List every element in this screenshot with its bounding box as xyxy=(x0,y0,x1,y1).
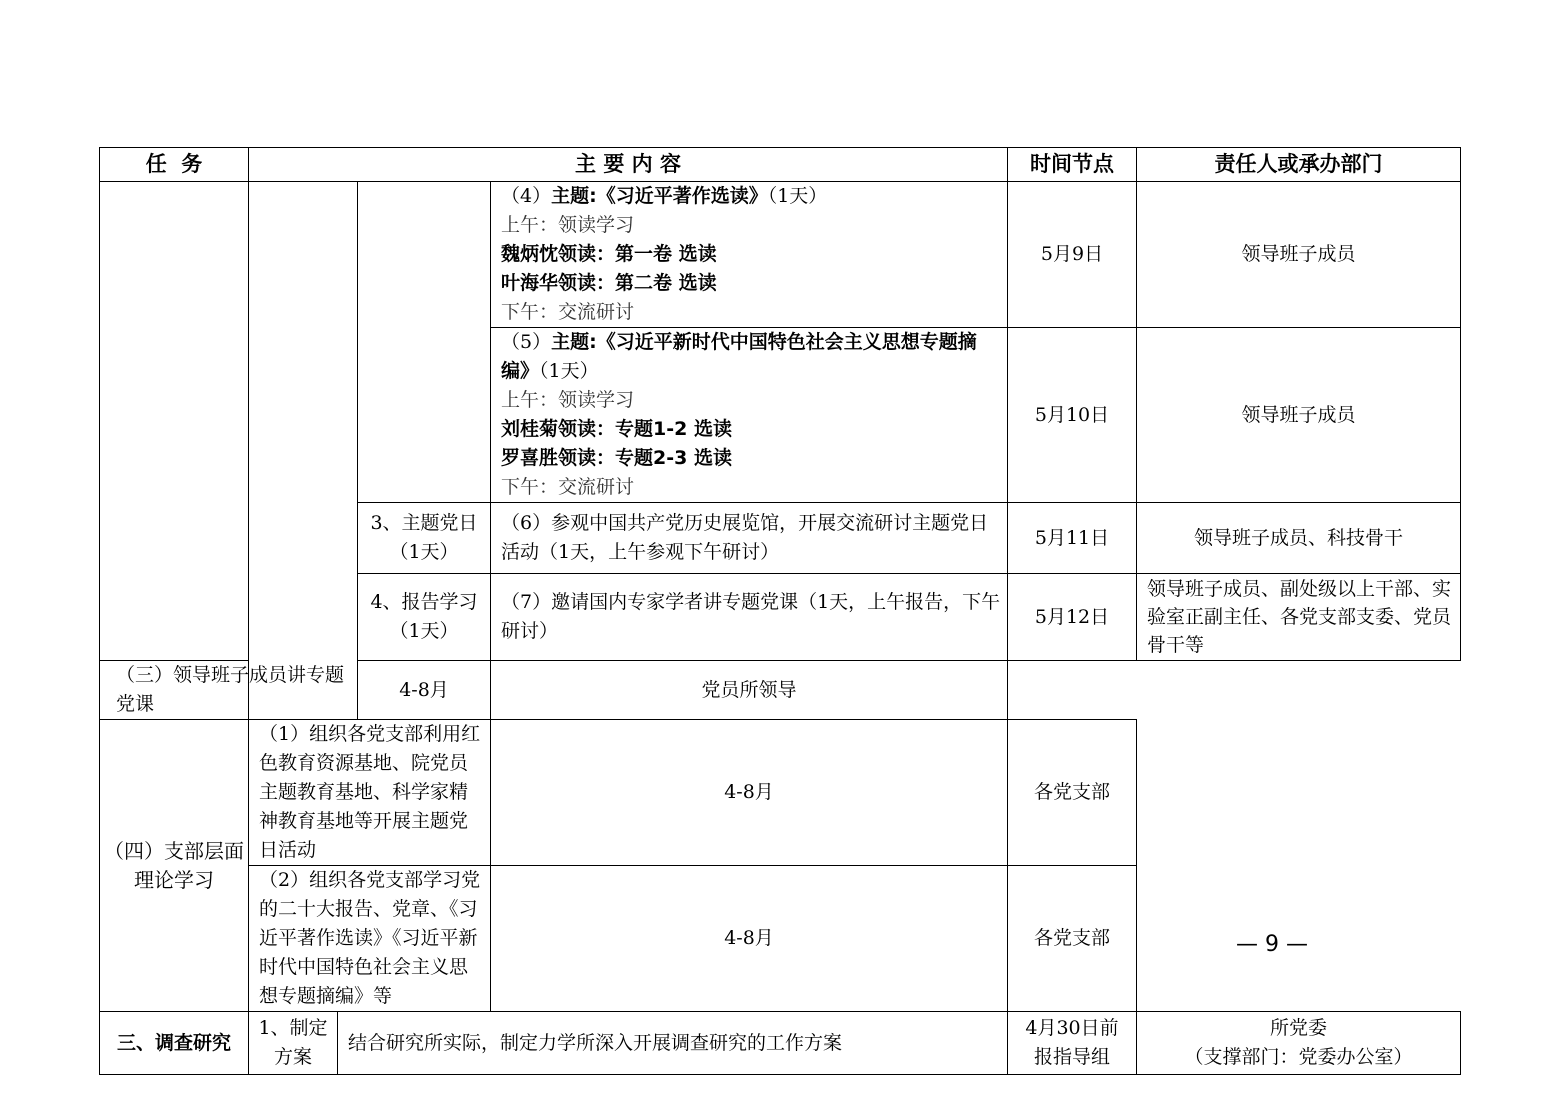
afternoon-text: 下午：交流研讨 xyxy=(501,476,635,498)
content-cell: （1）组织各党支部利用红色教育资源基地、院党员主题教育基地、科学家精神教育基地等开展主题党日活动 xyxy=(249,720,491,866)
owner-cell: 领导班子成员 xyxy=(1137,182,1461,328)
sub-label-cell xyxy=(358,503,491,574)
task-cell-empty xyxy=(100,182,249,661)
deadline-note: 报指导组 xyxy=(1033,1046,1110,1068)
table-row xyxy=(100,182,1461,328)
item-number: （4） xyxy=(501,185,552,207)
sub-label: 4、报告学习 xyxy=(370,591,478,613)
sub-label-cell xyxy=(358,574,491,661)
morning-text: 上午：领读学习 xyxy=(501,214,635,236)
sub-label-cell: 1、制定方案 xyxy=(249,1012,338,1075)
table-row xyxy=(100,720,1461,866)
sub-duration: （1天） xyxy=(389,541,459,563)
owner-cell: 党员所领导 xyxy=(491,661,1008,720)
owner-primary: 所党委 xyxy=(1269,1017,1327,1039)
time-cell: 5月12日 xyxy=(1008,574,1137,661)
content-cell: 结合研究所实际，制定力学所深入开展调查研究的工作方案 xyxy=(338,1012,1008,1075)
time-cell xyxy=(1008,1012,1137,1075)
time-cell: 4-8月 xyxy=(491,720,1008,866)
header-task: 任 务 xyxy=(100,148,249,182)
content-cell: （2）组织各党支部学习党的二十大报告、党章、《习近平著作选读》《习近平新时代中国特色社会主义思想专题摘编》等 xyxy=(249,866,491,1012)
page-number: — 9 — xyxy=(1236,932,1308,957)
time-cell: 5月11日 xyxy=(1008,503,1137,574)
content-cell: （6）参观中国共产党历史展览馆，开展交流研讨主题党日活动（1天，上午参观下午研讨） xyxy=(491,503,1008,574)
lead-reader-2: 罗喜胜领读：专题2-3 选读 xyxy=(501,447,732,469)
header-owner: 责任人或承办部门 xyxy=(1137,148,1461,182)
task-cell: 三、调查研究 xyxy=(100,1012,249,1075)
header-row xyxy=(100,148,1461,182)
duration: （1天） xyxy=(767,185,828,207)
content-cell xyxy=(491,328,1008,503)
owner-cell: 领导班子成员、副处级以上干部、实验室正副主任、各党支部支委、党员骨干等 xyxy=(1137,574,1461,661)
duration: （1天） xyxy=(539,360,599,382)
time-cell: 5月9日 xyxy=(1008,182,1137,328)
content-cell: （三）领导班子成员讲专题党课 xyxy=(100,661,358,720)
header-content: 主 要 内 容 xyxy=(249,148,1008,182)
owner-cell: 领导班子成员 xyxy=(1137,328,1461,503)
header-time: 时间节点 xyxy=(1008,148,1137,182)
time-cell: 4-8月 xyxy=(491,866,1008,1012)
lead-reader-1: 刘桂菊领读：专题1-2 选读 xyxy=(501,418,732,440)
sub-cell-empty xyxy=(249,182,358,720)
content-cell: （7）邀请国内专家学者讲专题党课（1天，上午报告，下午研讨） xyxy=(491,574,1008,661)
lead-reader-1: 魏炳忱领读：第一卷 选读 xyxy=(501,243,717,265)
topic-title: 主题:《习近平新时代中国特色社会主义思想专题摘编》 xyxy=(501,331,977,382)
lead-reader-2: 叶海华领读：第二卷 选读 xyxy=(501,272,717,294)
owner-cell xyxy=(1137,1012,1461,1075)
sub-duration: （1天） xyxy=(389,620,459,642)
sub-label: 3、主题党日 xyxy=(370,512,478,534)
time-cell: 4-8月 xyxy=(358,661,491,720)
owner-cell: 各党支部 xyxy=(1008,720,1137,866)
table-row xyxy=(100,661,1461,720)
table-row xyxy=(100,1012,1461,1075)
branch-study-label: （四）支部层面理论学习 xyxy=(100,720,249,1012)
sub-label-empty xyxy=(358,182,491,503)
owner-cell: 领导班子成员、科技骨干 xyxy=(1137,503,1461,574)
time-cell: 5月10日 xyxy=(1008,328,1137,503)
deadline: 4月30日前 xyxy=(1025,1017,1119,1039)
afternoon-text: 下午：交流研讨 xyxy=(501,301,635,323)
owner-cell: 各党支部 xyxy=(1008,866,1137,1012)
item-number: （5） xyxy=(501,331,552,353)
morning-text: 上午：领读学习 xyxy=(501,389,635,411)
owner-support: （支撑部门：党委办公室） xyxy=(1184,1046,1413,1068)
content-cell xyxy=(491,182,1008,328)
topic-title: 主题:《习近平著作选读》 xyxy=(551,185,768,207)
